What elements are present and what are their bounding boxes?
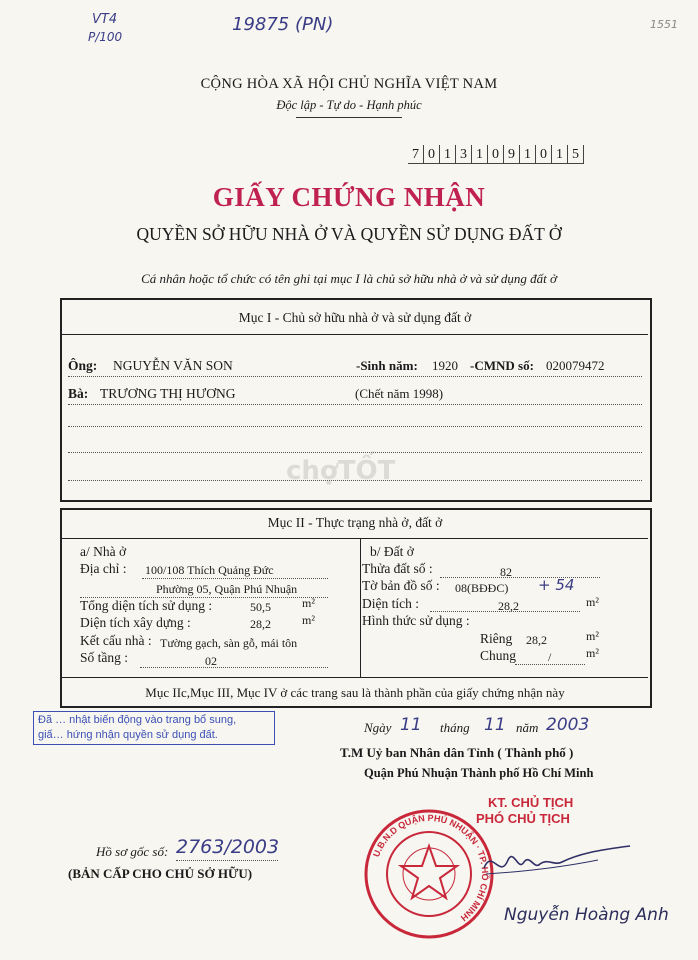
land-shared-unit: m² bbox=[586, 646, 599, 660]
date-day-label: Ngày bbox=[364, 720, 392, 735]
certificate-intro: Cá nhân hoặc tổ chức có tên ghi tại mục I là chủ sở hữu nhà ở và sử dụng đất ở bbox=[141, 271, 557, 286]
serial-digit: 1 bbox=[552, 145, 568, 164]
house-floors: 02 bbox=[205, 654, 217, 668]
land-shared-area: / bbox=[548, 650, 552, 664]
handwritten-mark-left: VT4 bbox=[92, 12, 118, 27]
house-built-area-unit: m² bbox=[302, 613, 315, 627]
file-number-label: Hồ sơ gốc số: bbox=[96, 844, 169, 859]
section-2-column-divider bbox=[360, 539, 361, 677]
national-motto: Độc lập - Tự do - Hạnh phúc bbox=[276, 98, 422, 112]
land-usage-label: Hình thức sử dụng : bbox=[362, 613, 470, 628]
update-stamp-line-1: Đã … nhật biến động vào trang bổ sung, bbox=[38, 714, 237, 726]
handwritten-mark-left-2: P/100 bbox=[88, 30, 123, 44]
serial-number bbox=[408, 145, 584, 164]
owner-2-name: TRƯƠNG THỊ HƯƠNG bbox=[100, 386, 236, 401]
land-heading: b/ Đất ở bbox=[370, 544, 414, 559]
land-lot-number: 82 bbox=[500, 565, 512, 579]
section-1-heading: Mục I - Chủ sở hữu nhà ở và sử dụng đất ở bbox=[238, 310, 472, 325]
dotted-line bbox=[515, 664, 585, 665]
serial-digit: 9 bbox=[504, 145, 520, 164]
date-year-label: năm bbox=[516, 720, 539, 735]
owner-1-id-label: -CMND số: bbox=[470, 358, 534, 373]
signer-name: Nguyễn Hoàng Anh bbox=[504, 905, 669, 925]
seal-text: U.B.N.D QUẬN PHÚ NHUẬN · TP. HỒ CHÍ MINH bbox=[371, 812, 491, 924]
serial-digit: 5 bbox=[568, 145, 584, 164]
motto-underline bbox=[296, 117, 402, 118]
land-map-number: 08(BĐĐC) bbox=[455, 581, 509, 595]
signature bbox=[478, 838, 638, 888]
owner-1-birth-year: 1920 bbox=[432, 358, 458, 373]
land-map-label: Tờ bản đồ số : bbox=[362, 578, 440, 593]
copy-note: (BẢN CẤP CHO CHỦ SỞ HỮU) bbox=[68, 866, 253, 881]
house-total-area-unit: m² bbox=[302, 596, 315, 610]
serial-digit: 0 bbox=[488, 145, 504, 164]
owner-1-prefix: Ông: bbox=[68, 358, 98, 373]
serial-digit: 1 bbox=[440, 145, 456, 164]
serial-digit: 0 bbox=[424, 145, 440, 164]
date-day: 11 bbox=[400, 715, 422, 735]
dotted-line bbox=[68, 426, 642, 427]
section-2-bottom-divider bbox=[62, 677, 648, 678]
land-private-label: Riêng bbox=[480, 631, 513, 646]
serial-digit: 7 bbox=[408, 145, 424, 164]
owner-1-id-number: 020079472 bbox=[546, 358, 605, 373]
authority-line-1: T.M Uỷ ban Nhân dân Tỉnh ( Thành phố ) bbox=[340, 745, 574, 760]
dotted-line bbox=[140, 667, 328, 668]
update-stamp bbox=[33, 711, 275, 745]
house-built-area-label: Diện tích xây dựng : bbox=[80, 615, 191, 630]
dotted-line bbox=[142, 578, 328, 579]
serial-digit: 1 bbox=[520, 145, 536, 164]
land-area-unit: m² bbox=[586, 595, 599, 609]
house-total-area: 50,5 bbox=[250, 600, 271, 614]
house-address-line-1: 100/108 Thích Quảng Đức bbox=[145, 563, 274, 577]
date-month: 11 bbox=[484, 715, 506, 735]
serial-digit: 1 bbox=[472, 145, 488, 164]
house-total-area-label: Tổng diện tích sử dụng : bbox=[80, 598, 213, 613]
section-3-note: Mục IIc,Mục III, Mục IV ở các trang sau là thành phần của giấy chứng nhận này bbox=[145, 685, 565, 700]
house-address-line-2: Phường 05, Quận Phú Nhuận bbox=[156, 582, 298, 596]
house-floors-label: Số tầng : bbox=[80, 650, 129, 665]
house-structure-label: Kết cấu nhà : bbox=[80, 633, 152, 648]
file-number: 2763/2003 bbox=[176, 836, 280, 858]
serial-digit: 3 bbox=[456, 145, 472, 164]
dotted-line bbox=[68, 376, 642, 377]
country-name: CỘNG HÒA XÃ HỘI CHỦ NGHĨA VIỆT NAM bbox=[200, 76, 498, 92]
owner-1-birth-label: -Sinh năm: bbox=[356, 358, 418, 373]
house-address-label: Địa chỉ : bbox=[80, 561, 127, 576]
house-heading: a/ Nhà ở bbox=[80, 544, 127, 559]
land-shared-label: Chung bbox=[480, 648, 517, 663]
land-private-area: 28,2 bbox=[526, 633, 547, 647]
official-seal bbox=[363, 808, 495, 940]
date-month-label: tháng bbox=[440, 720, 470, 735]
date-year: 2003 bbox=[546, 715, 590, 735]
section-1-divider bbox=[62, 334, 648, 335]
update-stamp-line-2: giấ… hứng nhận quyền sử dụng đất. bbox=[38, 729, 218, 741]
authority-line-2: Quận Phú Nhuận Thành phố Hồ Chí Minh bbox=[364, 766, 594, 780]
dotted-line bbox=[430, 611, 580, 612]
dotted-line bbox=[68, 404, 642, 405]
signature-title-2: PHÓ CHỦ TỊCH bbox=[476, 811, 570, 826]
land-map-note: + 54 bbox=[538, 576, 575, 594]
watermark: chợTỐT bbox=[286, 456, 396, 486]
corner-mark: 1551 bbox=[650, 18, 678, 31]
dotted-line bbox=[440, 577, 600, 578]
owner-1-name: NGUYỄN VĂN SON bbox=[113, 358, 233, 373]
land-area: 28,2 bbox=[498, 599, 519, 613]
owner-2-prefix: Bà: bbox=[68, 386, 89, 401]
house-built-area: 28,2 bbox=[250, 617, 271, 631]
serial-digit: 0 bbox=[536, 145, 552, 164]
dotted-line bbox=[68, 452, 642, 453]
section-2-divider bbox=[62, 538, 648, 539]
section-2-heading: Mục II - Thực trạng nhà ở, đất ở bbox=[267, 515, 443, 530]
dotted-line bbox=[176, 860, 278, 861]
land-private-unit: m² bbox=[586, 629, 599, 643]
certificate-subtitle: QUYỀN SỞ HỮU NHÀ Ở VÀ QUYỀN SỬ DỤNG ĐẤT Ở bbox=[136, 224, 562, 244]
signature-title-1: KT. CHỦ TỊCH bbox=[488, 795, 574, 810]
land-area-label: Diện tích : bbox=[362, 596, 419, 611]
land-lot-label: Thửa đất số : bbox=[362, 561, 433, 576]
owner-2-note: (Chết năm 1998) bbox=[355, 386, 444, 401]
certificate-title: GIẤY CHỨNG NHẬN bbox=[212, 182, 486, 212]
handwritten-file-code: 19875 (PN) bbox=[232, 14, 334, 35]
house-structure: Tường gạch, sàn gỗ, mái tôn bbox=[160, 636, 298, 650]
